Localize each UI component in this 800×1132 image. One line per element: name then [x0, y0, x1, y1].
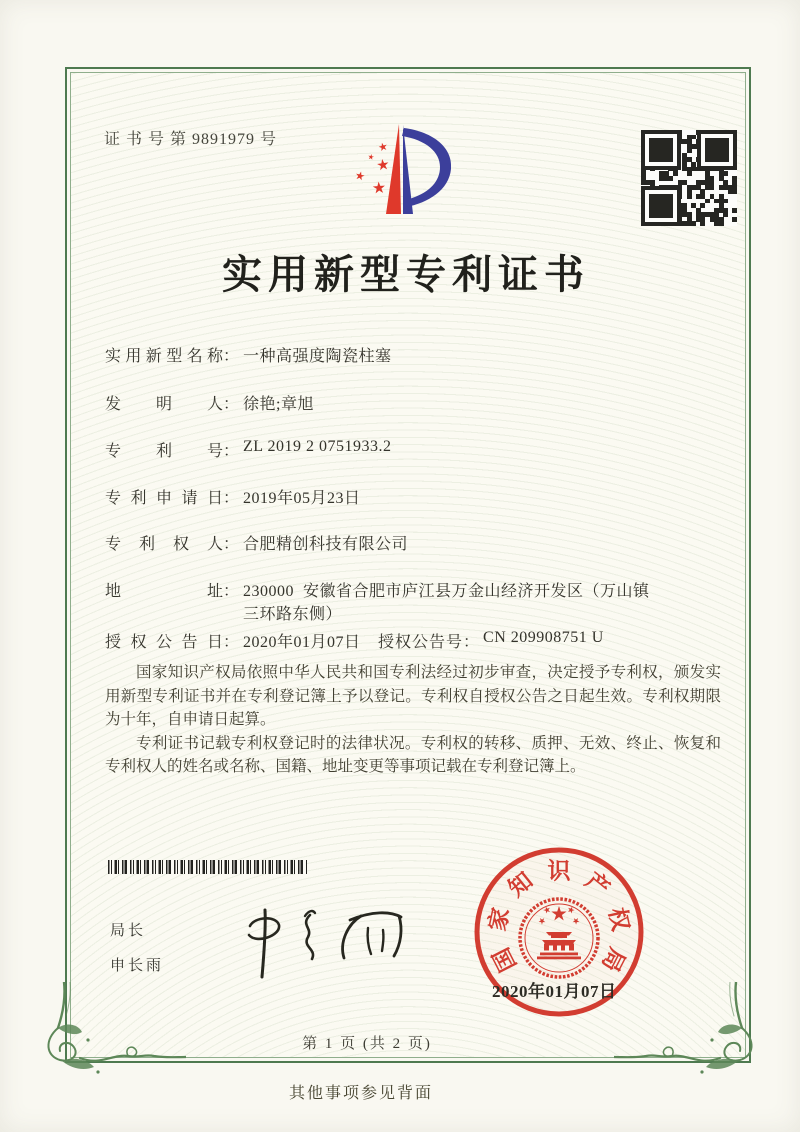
- field-colon: ：: [463, 634, 480, 651]
- field-value: 2019年05月23日: [243, 490, 361, 507]
- field-value: 230000 安徽省合肥市庐江县万金山经济开发区（万山镇三环路东侧）: [243, 583, 650, 623]
- corner-flourish-right-icon: [614, 982, 764, 1078]
- field-row-address: [105, 578, 658, 624]
- seal-char: 权: [604, 905, 634, 934]
- field-label: 专利权人: [105, 536, 223, 553]
- field-row-patent-number: [105, 438, 391, 461]
- legal-paragraph-2: 专利证书记载专利权登记时的法律状况。专利权的转移、质押、无效、终止、恢复和专利权人的姓名或名称、国籍、地址变更等事项记载在专利登记簿上。: [105, 734, 721, 775]
- field-row-filing-date: [105, 485, 361, 508]
- grant-number-value: CN 209908751 U: [483, 629, 604, 646]
- field-colon: ：: [223, 348, 240, 365]
- qr-code: [641, 130, 737, 226]
- certificate-number: 证 书 号 第 9891979 号: [104, 131, 278, 148]
- field-label: 发明人: [105, 396, 223, 413]
- grant-number-group: [378, 629, 604, 652]
- field-label: 授权公告号: [378, 634, 464, 651]
- field-colon: ：: [223, 536, 240, 553]
- field-value: 一种高强度陶瓷柱塞: [243, 348, 392, 365]
- field-colon: ：: [223, 443, 240, 460]
- qr-finder-bottomleft-icon: [641, 186, 681, 226]
- cnipa-logo-icon: [346, 114, 464, 226]
- signer-name: 申长雨: [110, 958, 165, 974]
- back-side-note: 其他事项参见背面: [288, 1085, 433, 1102]
- page-number: 第 1 页 (共 2 页): [302, 1036, 432, 1052]
- field-row-grant: [105, 629, 604, 652]
- field-colon: ：: [223, 396, 240, 413]
- field-row-patentee: [105, 531, 408, 554]
- barcode: [108, 860, 307, 874]
- page-title: 实用新型专利证书: [222, 252, 590, 297]
- seal-char: 产: [580, 867, 615, 902]
- field-value: ZL 2019 2 0751933.2: [243, 438, 392, 455]
- seal-char: 国: [488, 943, 522, 976]
- seal-char: 家: [484, 905, 514, 934]
- field-colon: ：: [223, 634, 240, 651]
- seal-date: 2020年01月07日: [492, 982, 617, 1001]
- legal-text: [105, 661, 721, 779]
- field-label: 地址: [105, 583, 223, 600]
- field-value: 徐艳;章旭: [243, 396, 314, 413]
- corner-flourish-left-icon: [36, 982, 186, 1078]
- legal-paragraph-1: 国家知识产权局依照中华人民共和国专利法经过初步审查，决定授予专利权，颁发实用新型专利证书并在专利登记簿上予以登记。专利权自授权公告之日起生效。专利权期限为十年，自申请日起算。: [105, 664, 721, 728]
- seal-char: 识: [547, 858, 571, 884]
- field-colon: ：: [223, 490, 240, 507]
- qr-finder-topleft-icon: [641, 130, 681, 170]
- field-label: 实用新型名称: [105, 348, 223, 365]
- grant-date-value: 2020年01月07日: [243, 634, 361, 651]
- seal-char: 知: [503, 867, 538, 902]
- field-label: 专利号: [105, 443, 223, 460]
- field-label: 专利申请日: [105, 490, 223, 507]
- field-colon: ：: [223, 583, 240, 600]
- seal-char: 局: [596, 943, 630, 976]
- field-row-inventor: [105, 391, 314, 414]
- field-row-name: [105, 343, 392, 366]
- signature-autograph: [232, 884, 412, 984]
- field-value: 合肥精创科技有限公司: [243, 536, 409, 553]
- qr-finder-topright-icon: [697, 130, 737, 170]
- field-label: 授权公告日: [105, 634, 223, 651]
- signer-title: 局长: [110, 923, 147, 939]
